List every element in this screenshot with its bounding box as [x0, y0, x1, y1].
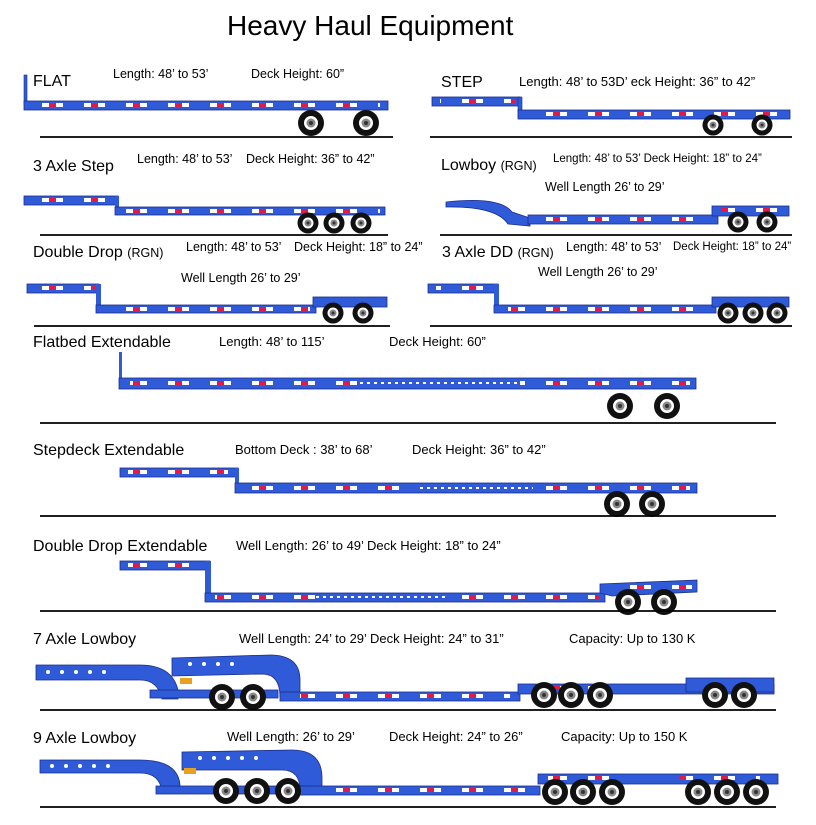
three-axle-dd-drawing [428, 284, 792, 326]
stepdeck-extendable-deck-height: Deck Height: 36” to 42” [412, 442, 546, 457]
seven-axle-lowboy-name: 7 Axle Lowboy [33, 631, 137, 648]
lowboy-well-length: Well Length 26’ to 29’ [545, 180, 665, 194]
three-axle-dd-title [442, 244, 554, 262]
seven-axle-lowboy-capacity: Capacity: Up to 130 K [569, 631, 696, 646]
double-drop-name: Double Drop [33, 244, 123, 261]
lowboy-title [441, 157, 537, 175]
three-axle-step-deck-height: Deck Height: 36” to 42” [246, 152, 375, 166]
double-drop-deck-height: Deck Height: 18” to 24” [294, 240, 423, 254]
lowboy-drawing [440, 200, 792, 235]
three-axle-dd-qualifier: (RGN) [517, 246, 554, 260]
seven-axle-lowboy-drawing [36, 655, 776, 710]
double-drop-well-length: Well Length 26’ to 29’ [181, 271, 301, 285]
nine-axle-lowboy-drawing [40, 750, 778, 807]
three-axle-dd-length: Length: 48’ to 53’ [566, 240, 662, 254]
step-trailer-drawing [430, 97, 792, 137]
three-axle-dd-well-length: Well Length 26’ to 29’ [538, 265, 658, 279]
double-drop-extendable-well-deck: Well Length: 26’ to 49’ Deck Height: 18” to 24” [236, 538, 501, 553]
stepdeck-extendable-name: Stepdeck Extendable [33, 442, 185, 459]
stepdeck-extendable-bottom-deck: Bottom Deck : 38’ to 68’ [235, 442, 373, 457]
flatbed-extendable-length: Length: 48’ to 115’ [219, 334, 325, 349]
flatbed-extendable-drawing [40, 352, 776, 423]
seven-axle-lowboy-well-deck: Well Length: 24’ to 29’ Deck Height: 24” to 31” [239, 631, 504, 646]
double-drop-extendable-drawing [40, 561, 776, 615]
step-length-deck: Length: 48’ to 53D’ eck Height: 36” to 42” [519, 74, 756, 89]
nine-axle-lowboy-well-length: Well Length: 26’ to 29’ [227, 729, 355, 744]
lowboy-qualifier: (RGN) [500, 159, 537, 173]
three-axle-step-drawing [24, 196, 388, 235]
three-axle-step-name: 3 Axle Step [33, 158, 114, 175]
double-drop-length: Length: 48’ to 53’ [186, 240, 282, 254]
three-axle-dd-name: 3 Axle DD [442, 244, 514, 261]
flat-deck-height: Deck Height: 60” [251, 67, 345, 81]
nine-axle-lowboy-deck-height: Deck Height: 24” to 26” [389, 729, 523, 744]
double-drop-qualifier: (RGN) [127, 246, 164, 260]
flat-length: Length: 48’ to 53’ [113, 67, 209, 81]
flat-name: FLAT [33, 73, 71, 90]
flat-trailer-drawing [24, 75, 393, 137]
double-drop-title [33, 244, 163, 262]
three-axle-dd-deck-height: Deck Height: 18” to 24” [673, 241, 792, 253]
flatbed-extendable-name: Flatbed Extendable [33, 334, 171, 351]
nine-axle-lowboy-name: 9 Axle Lowboy [33, 730, 137, 747]
three-axle-step-length: Length: 48’ to 53’ [137, 152, 233, 166]
lowboy-length-deck: Length: 48’ to 53’ Deck Height: 18” to 24” [553, 153, 762, 165]
step-name: STEP [441, 74, 483, 91]
stepdeck-extendable-drawing [40, 468, 776, 517]
double-drop-extendable-name: Double Drop Extendable [33, 538, 208, 555]
flatbed-extendable-deck-height: Deck Height: 60” [389, 334, 486, 349]
double-drop-drawing [27, 284, 390, 326]
lowboy-name: Lowboy [441, 157, 497, 174]
page-title: Heavy Haul Equipment [227, 10, 514, 41]
nine-axle-lowboy-capacity: Capacity: Up to 150 K [561, 729, 688, 744]
